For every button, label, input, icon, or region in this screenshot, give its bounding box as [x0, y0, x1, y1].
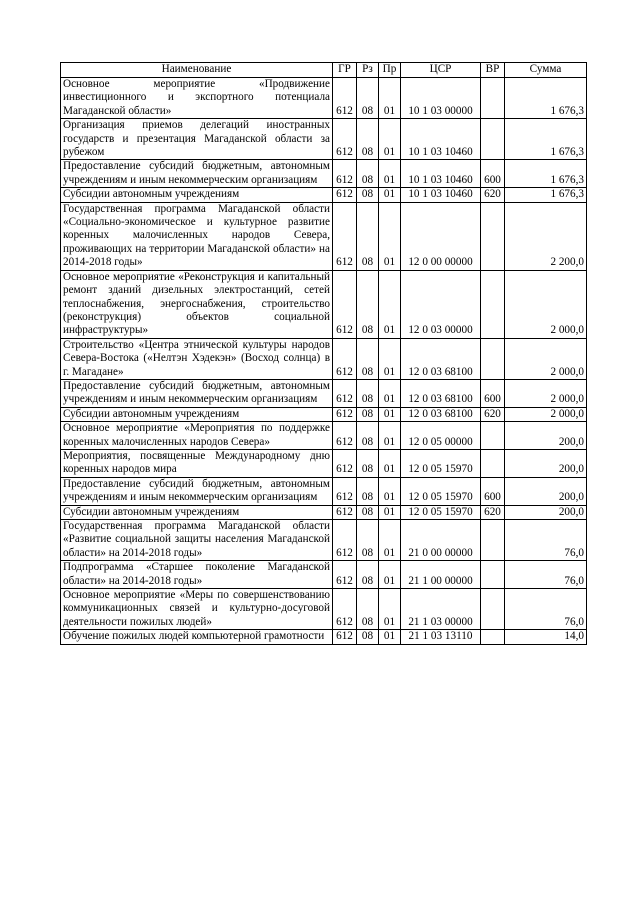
cell-gr: 612 [333, 505, 357, 519]
cell-sum: 2 000,0 [505, 338, 587, 379]
table-row [61, 520, 587, 561]
cell-vr: 600 [481, 379, 505, 407]
budget-table [60, 62, 587, 645]
cell-sum: 76,0 [505, 589, 587, 630]
cell-csr: 12 0 05 00000 [401, 422, 481, 450]
cell-csr: 12 0 03 68100 [401, 407, 481, 421]
cell-rz: 08 [357, 520, 379, 561]
cell-gr: 612 [333, 338, 357, 379]
cell-csr: 12 0 05 15970 [401, 505, 481, 519]
cell-sum: 1 676,3 [505, 78, 587, 119]
cell-name: Организация приемов делегаций иностранных государств и презентация Магаданской области за рубежом [61, 119, 333, 160]
cell-name: Обучение пожилых людей компьютерной грамотности [61, 630, 333, 644]
cell-sum: 200,0 [505, 505, 587, 519]
header-vr: ВР [481, 63, 505, 78]
table-row [61, 202, 587, 270]
cell-csr: 12 0 03 68100 [401, 379, 481, 407]
cell-gr: 612 [333, 379, 357, 407]
cell-vr: 600 [481, 477, 505, 505]
cell-pr: 01 [379, 477, 401, 505]
cell-rz: 08 [357, 160, 379, 188]
cell-vr [481, 561, 505, 589]
cell-csr: 21 1 03 00000 [401, 589, 481, 630]
header-gr: ГР [333, 63, 357, 78]
table-row [61, 505, 587, 519]
cell-name: Государственная программа Магаданской области «Социально-экономическое и культурное развитие коренных малочисленных народов Севера, проживающих на территории Магаданской области» на 2014-2018 годы» [61, 202, 333, 270]
cell-csr: 10 1 03 10460 [401, 188, 481, 202]
cell-name: Основное мероприятие «Реконструкция и капитальный ремонт зданий дизельных электростанций, сетей теплоснабжения, энергоснабжения, строительство (реконструкция) объектов социальной инфраструктуры» [61, 270, 333, 338]
cell-pr: 01 [379, 188, 401, 202]
cell-rz: 08 [357, 630, 379, 644]
cell-gr: 612 [333, 630, 357, 644]
cell-gr: 612 [333, 520, 357, 561]
cell-sum: 1 676,3 [505, 160, 587, 188]
cell-rz: 08 [357, 119, 379, 160]
cell-pr: 01 [379, 422, 401, 450]
cell-pr: 01 [379, 270, 401, 338]
cell-csr: 12 0 05 15970 [401, 449, 481, 477]
cell-rz: 08 [357, 78, 379, 119]
cell-vr [481, 589, 505, 630]
header-pr: Пр [379, 63, 401, 78]
cell-csr: 21 1 00 00000 [401, 561, 481, 589]
cell-vr [481, 520, 505, 561]
cell-vr: 600 [481, 160, 505, 188]
cell-gr: 612 [333, 561, 357, 589]
cell-sum: 2 200,0 [505, 202, 587, 270]
cell-rz: 08 [357, 379, 379, 407]
cell-gr: 612 [333, 449, 357, 477]
table-row [61, 477, 587, 505]
cell-csr: 12 0 00 00000 [401, 202, 481, 270]
cell-pr: 01 [379, 379, 401, 407]
cell-pr: 01 [379, 160, 401, 188]
table-row [61, 407, 587, 421]
table-row [61, 160, 587, 188]
cell-vr [481, 422, 505, 450]
table-row [61, 589, 587, 630]
cell-rz: 08 [357, 338, 379, 379]
cell-pr: 01 [379, 630, 401, 644]
header-csr: ЦСР [401, 63, 481, 78]
cell-gr: 612 [333, 188, 357, 202]
cell-rz: 08 [357, 589, 379, 630]
cell-name: Подпрограмма «Старшее поколение Магаданской области» на 2014-2018 годы» [61, 561, 333, 589]
cell-vr [481, 119, 505, 160]
cell-pr: 01 [379, 119, 401, 160]
cell-pr: 01 [379, 78, 401, 119]
cell-gr: 612 [333, 160, 357, 188]
cell-sum: 2 000,0 [505, 379, 587, 407]
cell-pr: 01 [379, 449, 401, 477]
cell-name: Предоставление субсидий бюджетным, автономным учреждениям и иным некоммерческим организациям [61, 160, 333, 188]
cell-gr: 612 [333, 270, 357, 338]
header-rz: Рз [357, 63, 379, 78]
cell-pr: 01 [379, 202, 401, 270]
cell-sum: 200,0 [505, 477, 587, 505]
cell-sum: 200,0 [505, 422, 587, 450]
cell-gr: 612 [333, 78, 357, 119]
cell-csr: 12 0 03 68100 [401, 338, 481, 379]
cell-name: Государственная программа Магаданской области «Развитие социальной защиты населения Магаданской области» на 2014-2018 годы» [61, 520, 333, 561]
table-row [61, 449, 587, 477]
cell-name: Субсидии автономным учреждениям [61, 188, 333, 202]
cell-sum: 76,0 [505, 520, 587, 561]
cell-pr: 01 [379, 589, 401, 630]
table-row [61, 561, 587, 589]
cell-sum: 1 676,3 [505, 188, 587, 202]
cell-rz: 08 [357, 202, 379, 270]
cell-gr: 612 [333, 119, 357, 160]
cell-name: Предоставление субсидий бюджетным, автономным учреждениям и иным некоммерческим организациям [61, 379, 333, 407]
cell-csr: 10 1 03 10460 [401, 160, 481, 188]
cell-csr: 12 0 05 15970 [401, 477, 481, 505]
cell-pr: 01 [379, 561, 401, 589]
cell-rz: 08 [357, 505, 379, 519]
cell-gr: 612 [333, 589, 357, 630]
cell-csr: 10 1 03 00000 [401, 78, 481, 119]
header-sum: Сумма [505, 63, 587, 78]
cell-gr: 612 [333, 407, 357, 421]
cell-csr: 12 0 03 00000 [401, 270, 481, 338]
cell-vr: 620 [481, 505, 505, 519]
cell-pr: 01 [379, 520, 401, 561]
cell-vr: 620 [481, 188, 505, 202]
cell-rz: 08 [357, 477, 379, 505]
cell-rz: 08 [357, 407, 379, 421]
cell-vr [481, 270, 505, 338]
cell-gr: 612 [333, 477, 357, 505]
cell-sum: 76,0 [505, 561, 587, 589]
document-page [60, 62, 586, 645]
header-row [61, 63, 587, 78]
cell-name: Субсидии автономным учреждениям [61, 407, 333, 421]
cell-name: Основное мероприятие «Мероприятия по поддержке коренных малочисленных народов Севера» [61, 422, 333, 450]
cell-vr [481, 449, 505, 477]
cell-vr: 620 [481, 407, 505, 421]
cell-csr: 21 0 00 00000 [401, 520, 481, 561]
table-row [61, 338, 587, 379]
table-row [61, 188, 587, 202]
cell-pr: 01 [379, 505, 401, 519]
cell-gr: 612 [333, 422, 357, 450]
cell-name: Строительство «Центра этнической культуры народов Севера-Востока («Нелтэн Хэдекэн» (Восход солнца) в г. Магадане» [61, 338, 333, 379]
cell-rz: 08 [357, 188, 379, 202]
cell-sum: 2 000,0 [505, 407, 587, 421]
cell-name: Предоставление субсидий бюджетным, автономным учреждениям и иным некоммерческим организациям [61, 477, 333, 505]
table-row [61, 270, 587, 338]
cell-sum: 2 000,0 [505, 270, 587, 338]
cell-rz: 08 [357, 449, 379, 477]
cell-csr: 10 1 03 10460 [401, 119, 481, 160]
cell-pr: 01 [379, 407, 401, 421]
cell-vr [481, 78, 505, 119]
cell-rz: 08 [357, 270, 379, 338]
cell-gr: 612 [333, 202, 357, 270]
cell-sum: 1 676,3 [505, 119, 587, 160]
cell-sum: 200,0 [505, 449, 587, 477]
table-body [61, 78, 587, 645]
cell-csr: 21 1 03 13110 [401, 630, 481, 644]
table-row [61, 78, 587, 119]
table-row [61, 379, 587, 407]
cell-vr [481, 202, 505, 270]
table-row [61, 119, 587, 160]
cell-name: Мероприятия, посвященные Международному дню коренных народов мира [61, 449, 333, 477]
cell-name: Субсидии автономным учреждениям [61, 505, 333, 519]
cell-sum: 14,0 [505, 630, 587, 644]
cell-vr [481, 630, 505, 644]
header-name: Наименование [61, 63, 333, 78]
cell-name: Основное мероприятие «Меры по совершенствованию коммуникационных связей и культурно-досуговой деятельности пожилых людей» [61, 589, 333, 630]
cell-pr: 01 [379, 338, 401, 379]
table-row [61, 630, 587, 644]
cell-vr [481, 338, 505, 379]
cell-rz: 08 [357, 422, 379, 450]
cell-rz: 08 [357, 561, 379, 589]
cell-name: Основное мероприятие «Продвижение инвестиционного и экспортного потенциала Магаданской области» [61, 78, 333, 119]
table-row [61, 422, 587, 450]
